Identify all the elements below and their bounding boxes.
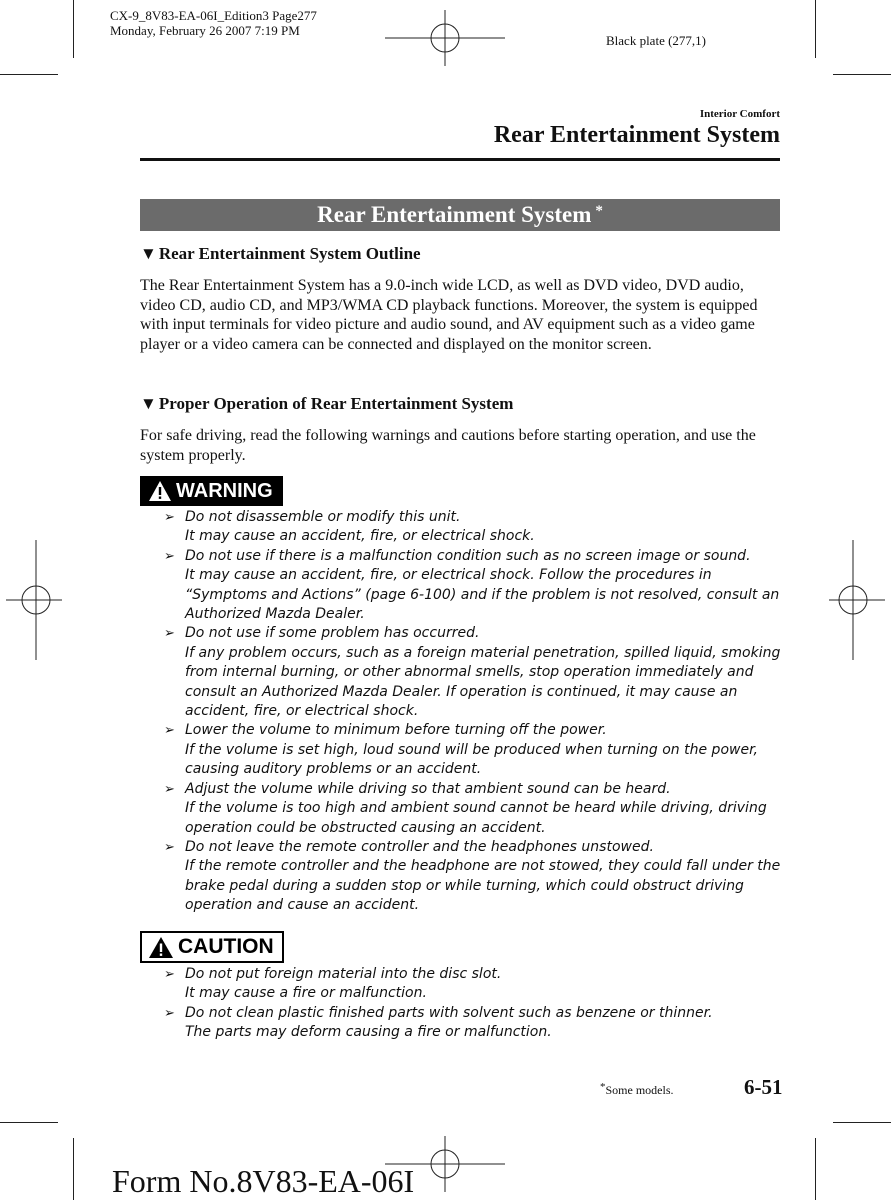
caution-label-text: CAUTION	[178, 935, 274, 958]
item-detail: If the remote controller and the headphone are not stowed, they could fall under the brake pedal during a sudden stop or while turning, which could obstruct driving operation and cause an accident.	[185, 858, 781, 914]
list-item	[164, 838, 784, 916]
crop-mark	[0, 1122, 58, 1123]
crop-mark	[815, 0, 816, 58]
arrowhead-bullet-icon: ➢	[164, 510, 175, 525]
plate-info-line1: CX-9_8V83-EA-06I_Edition3 Page277	[110, 8, 317, 23]
crop-mark	[833, 74, 891, 75]
item-main: Do not put foreign material into the disc slot.	[185, 966, 502, 982]
section-label: Interior Comfort	[699, 108, 780, 120]
header-rule	[140, 158, 780, 161]
crop-mark	[0, 74, 58, 75]
item-detail: The parts may deform causing a fire or malfunction.	[185, 1024, 552, 1041]
caution-label	[140, 931, 284, 963]
list-item	[164, 721, 784, 779]
arrowhead-bullet-icon: ➢	[164, 967, 175, 982]
list-item	[164, 780, 784, 838]
registration-mark-right	[829, 540, 885, 660]
asterisk-icon: *	[600, 1081, 606, 1093]
item-detail: It may cause an accident, fire, or electrical shock.	[185, 528, 535, 545]
warning-label-text: WARNING	[176, 479, 273, 502]
arrowhead-bullet-icon: ➢	[164, 548, 175, 564]
registration-mark-top	[385, 10, 505, 66]
item-detail: It may cause an accident, fire, or electrical shock. Follow the procedures in “Symptoms and Actions” (page 6-100) and if the problem is not resolved, consult an Authorized Mazda Dealer.	[185, 567, 780, 623]
outline-paragraph: The Rear Entertainment System has a 9.0-inch wide LCD, as well as DVD video, DVD audio, video CD, audio CD, and MP3/WMA CD playback functions. Moreover, the system is equipped with input terminals for video picture and audio sound, and AV equipment such as a video game player or a video camera can be connected and displayed on the monitor screen.	[140, 277, 758, 353]
list-item	[164, 965, 784, 1004]
list-item	[164, 547, 784, 625]
list-item	[164, 624, 784, 721]
outline-heading	[140, 244, 421, 264]
arrowhead-bullet-icon: ➢	[164, 1005, 175, 1021]
item-main: Lower the volume to minimum before turning off the power.	[185, 722, 607, 739]
item-detail: If any problem occurs, such as a foreign material penetration, spilled liquid, smoking from internal burning, or other abnormal smells, stop operation immediately and consult an Authorized Mazda Dealer. If operation is continued, it may cause an accident, fire, or electrical shock.	[185, 644, 781, 720]
outline-heading-text: Rear Entertainment System Outline	[158, 244, 421, 263]
item-detail: If the volume is set high, loud sound will be produced when turning on the power, causing auditory problems or an accident.	[185, 741, 758, 778]
plate-info	[110, 8, 317, 38]
asterisk-icon: *	[595, 202, 603, 219]
crop-mark	[833, 1122, 891, 1123]
footnote	[600, 1083, 674, 1098]
form-number: Form No.8V83-EA-06I	[112, 1163, 415, 1199]
plate-info-line2: Monday, February 26 2007 7:19 PM	[110, 23, 300, 38]
arrowhead-bullet-icon: ➢	[164, 626, 175, 642]
triangle-down-icon: ▼	[140, 394, 157, 413]
crop-mark	[73, 0, 74, 58]
footnote-text: Some models.	[605, 1083, 674, 1097]
triangle-down-icon: ▼	[140, 244, 157, 263]
banner-title: Rear Entertainment System	[317, 202, 592, 227]
item-main: Do not use if there is a malfunction condition such as no screen image or sound.	[185, 547, 751, 564]
plate-id: Black plate (277,1)	[606, 33, 706, 48]
arrowhead-bullet-icon: ➢	[164, 839, 175, 855]
arrowhead-bullet-icon: ➢	[164, 781, 175, 797]
page-number: 6-51	[744, 1075, 783, 1099]
proper-operation-paragraph: For safe driving, read the following warnings and cautions before starting operation, and use the system properly.	[140, 427, 756, 464]
list-item	[164, 1004, 784, 1043]
registration-mark-left	[6, 540, 62, 660]
item-detail: If the volume is too high and ambient sound cannot be heard while driving, driving operation could be obstructed causing an accident.	[185, 800, 767, 836]
list-item	[164, 508, 784, 547]
warning-list	[164, 508, 784, 916]
item-main: Do not use if some problem has occurred.	[185, 625, 480, 642]
alert-triangle-icon	[148, 936, 174, 959]
item-detail: It may cause a fire or malfunction.	[185, 985, 427, 1002]
alert-triangle-icon	[148, 480, 172, 502]
item-main: Do not leave the remote controller and the headphones unstowed.	[185, 838, 654, 855]
warning-label	[140, 476, 283, 506]
item-main: Do not disassemble or modify this unit.	[185, 509, 461, 525]
section-banner	[140, 199, 780, 231]
caution-list	[164, 965, 784, 1043]
item-main: Adjust the volume while driving so that ambient sound can be heard.	[185, 780, 671, 797]
proper-operation-heading	[140, 394, 513, 414]
crop-mark	[73, 1138, 74, 1200]
crop-mark	[815, 1138, 816, 1200]
proper-operation-heading-text: Proper Operation of Rear Entertainment System	[158, 394, 514, 413]
arrowhead-bullet-icon: ➢	[164, 723, 175, 739]
page-title: Rear Entertainment System	[493, 122, 780, 148]
item-main: Do not clean plastic finished parts with solvent such as benzene or thinner.	[185, 1004, 713, 1021]
